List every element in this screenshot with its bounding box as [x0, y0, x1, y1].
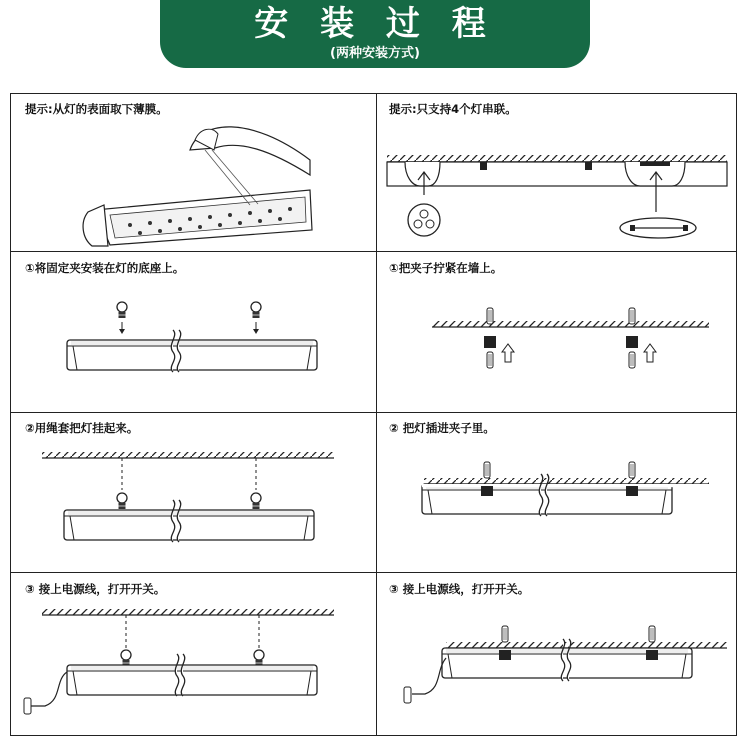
power-clip-illustration [404, 626, 727, 703]
series-connection-illustration [387, 155, 727, 238]
mount-clips-illustration [67, 302, 317, 372]
left-step1-label: ①将固定夹安装在灯的底座上。 [25, 261, 185, 275]
right-step1-label: ①把夹子拧紧在墙上。 [389, 261, 503, 275]
left-step3-label: ③ 接上电源线，打开开关。 [25, 582, 166, 596]
film-peel-illustration [83, 127, 312, 246]
hang-rope-illustration [42, 452, 334, 542]
power-hanging-illustration [24, 609, 334, 714]
left-step2-label: ②用绳套把灯挂起来。 [25, 421, 139, 435]
page-title: 安 装 过 程 [254, 4, 496, 44]
page-subtitle: (两种安装方式) [330, 46, 420, 61]
right-step2-label: ② 把灯插进夹子里。 [389, 421, 495, 435]
insert-lamp-illustration [422, 462, 710, 516]
wall-clip-illustration [432, 308, 709, 368]
right-step3-label: ③ 接上电源线，打开开关。 [389, 582, 530, 596]
left-tip-label: 提示:从灯的表面取下薄膜。 [25, 102, 168, 116]
right-tip-label: 提示:只支持4个灯串联。 [389, 102, 517, 116]
